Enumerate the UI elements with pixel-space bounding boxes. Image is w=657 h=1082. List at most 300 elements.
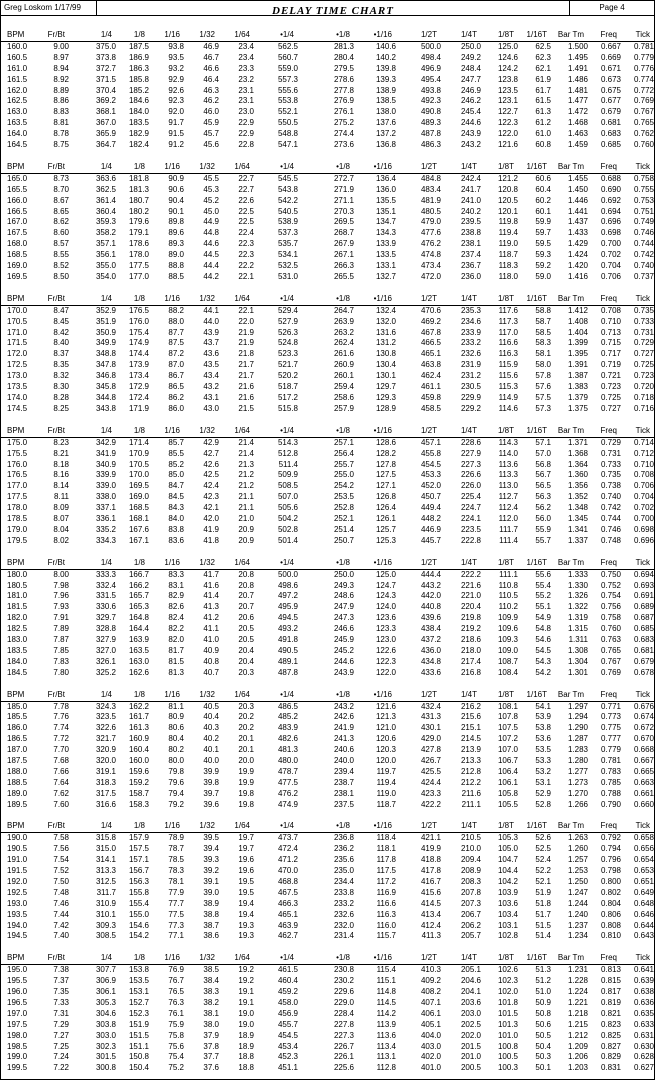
value-cell: 230.8: [333, 965, 354, 975]
bpm-cell: 191.5: [7, 866, 28, 876]
value-cell: 20.1: [238, 734, 254, 744]
value-cell: 61.5: [535, 96, 551, 106]
value-cell: 236.0: [460, 271, 481, 281]
table-row: [1, 107, 654, 118]
value-cell: 407.1: [420, 998, 441, 1008]
value-cell: 0.690: [600, 184, 621, 194]
column-header: 1/2T: [420, 821, 437, 831]
value-cell: 0.792: [600, 833, 621, 843]
value-cell: 20.9: [238, 524, 254, 534]
bpm-cell: 177.5: [7, 492, 28, 502]
value-cell: 132.7: [375, 271, 396, 281]
value-cell: 0.687: [633, 613, 654, 623]
column-header: Tick: [635, 425, 650, 435]
column-header: •1/16: [373, 557, 392, 567]
value-cell: 118.1: [376, 844, 396, 854]
bpm-cell: 168.5: [7, 250, 28, 260]
value-cell: 52.9: [535, 788, 551, 798]
value-cell: 22.7: [238, 184, 254, 194]
value-cell: 7.66: [53, 766, 69, 776]
value-cell: 54.3: [535, 656, 551, 666]
value-cell: 0.760: [633, 140, 654, 150]
value-cell: 102.3: [497, 976, 518, 986]
column-header: Freq: [600, 953, 617, 963]
value-cell: 50.3: [535, 1052, 551, 1062]
value-cell: 241.7: [460, 184, 481, 194]
value-cell: 520.2: [277, 371, 298, 381]
bpm-cell: 187.5: [7, 755, 28, 765]
value-cell: 0.628: [633, 1052, 654, 1062]
value-cell: 37.9: [203, 1030, 219, 1040]
value-cell: 219.8: [460, 613, 481, 623]
value-cell: 524.8: [277, 338, 298, 348]
value-cell: 110.5: [498, 591, 518, 601]
bpm-cell: 199.5: [7, 1063, 28, 1073]
value-cell: 210.0: [460, 844, 481, 854]
bpm-cell: 189.0: [7, 788, 28, 798]
value-cell: 87.7: [168, 327, 184, 337]
value-cell: 498.6: [277, 580, 298, 590]
value-cell: 8.37: [53, 349, 69, 359]
table-section: [1, 952, 654, 1074]
value-cell: 51.4: [535, 931, 551, 941]
value-cell: 119.0: [498, 239, 518, 249]
value-cell: 215.1: [460, 723, 481, 733]
value-cell: 228.4: [333, 1008, 354, 1018]
value-cell: 430.1: [420, 723, 441, 733]
value-cell: 248.6: [333, 591, 354, 601]
value-cell: 58.5: [535, 327, 551, 337]
value-cell: 0.681: [600, 118, 621, 128]
column-header: •1/4: [280, 425, 294, 435]
value-cell: 226.6: [460, 470, 481, 480]
value-cell: 100.8: [497, 1041, 518, 1051]
value-cell: 103.1: [497, 920, 518, 930]
table-row: [1, 877, 654, 888]
value-cell: 552.1: [277, 107, 298, 117]
value-cell: 123.6: [375, 613, 396, 623]
value-cell: 0.716: [633, 403, 654, 413]
column-header: Fr/Bt: [47, 161, 65, 171]
value-cell: 553.8: [277, 96, 298, 106]
column-header: 1/4: [100, 293, 112, 303]
value-cell: 249.2: [460, 52, 481, 62]
value-cell: 336.1: [95, 513, 116, 523]
value-cell: 88.0: [168, 316, 184, 326]
value-cell: 242.6: [333, 712, 354, 722]
value-cell: 472.4: [277, 844, 298, 854]
value-cell: 123.8: [497, 74, 518, 84]
value-cell: 21.4: [238, 448, 254, 458]
bpm-cell: 162.0: [7, 85, 28, 95]
bpm-cell: 193.0: [7, 898, 28, 908]
value-cell: 122.3: [375, 656, 396, 666]
value-cell: 532.5: [277, 261, 298, 271]
bpm-cell: 169.0: [7, 261, 28, 271]
value-cell: 42.1: [203, 503, 219, 513]
bpm-cell: 184.0: [7, 656, 28, 666]
value-cell: 218.6: [460, 634, 481, 644]
bpm-cell: 169.5: [7, 271, 28, 281]
value-cell: 203.6: [460, 998, 481, 1008]
title-cell: [97, 1, 569, 15]
column-header: 1/2T: [420, 689, 437, 699]
column-header: Bar Tm: [557, 293, 584, 303]
value-cell: 426.7: [420, 755, 441, 765]
value-cell: 1.383: [567, 382, 588, 392]
value-cell: 110.2: [498, 602, 518, 612]
value-cell: 208.9: [460, 866, 481, 876]
value-cell: 19.3: [238, 931, 254, 941]
value-cell: 335.2: [95, 524, 116, 534]
value-cell: 8.45: [53, 316, 69, 326]
value-cell: 157.9: [128, 833, 149, 843]
value-cell: 167.1: [128, 535, 149, 545]
value-cell: 244.6: [460, 118, 481, 128]
value-cell: 423.3: [420, 788, 441, 798]
value-cell: 207.3: [460, 898, 481, 908]
value-cell: 332.4: [95, 580, 116, 590]
value-cell: 233.9: [460, 327, 481, 337]
value-cell: 53.3: [535, 755, 551, 765]
column-header: 1/64: [234, 953, 250, 963]
column-header: 1/32: [199, 161, 215, 171]
value-cell: 1.441: [567, 206, 588, 216]
value-cell: 93.8: [168, 42, 184, 51]
value-cell: 41.6: [203, 580, 219, 590]
value-cell: 0.698: [600, 228, 621, 238]
value-cell: 50.1: [535, 1063, 551, 1073]
value-cell: 0.683: [633, 634, 654, 644]
value-cell: 57.3: [535, 403, 551, 413]
value-cell: 1.352: [567, 492, 588, 502]
value-cell: 0.651: [633, 877, 654, 886]
value-cell: 121.2: [497, 173, 518, 183]
title-bar: [1, 1, 654, 16]
value-cell: 328.8: [95, 624, 116, 634]
value-cell: 150.8: [128, 1052, 149, 1062]
bpm-cell: 178.5: [7, 513, 28, 523]
value-cell: 170.0: [128, 470, 149, 480]
value-cell: 216.8: [460, 667, 481, 677]
column-header: 1/16: [164, 953, 180, 963]
value-cell: 317.5: [95, 788, 116, 798]
value-cell: 181.8: [128, 173, 149, 183]
table-row: [1, 778, 654, 789]
value-cell: 75.4: [168, 1052, 184, 1062]
value-cell: 210.5: [460, 833, 481, 843]
value-cell: 86.0: [168, 403, 184, 413]
value-cell: 233.2: [333, 898, 354, 908]
value-cell: 326.1: [95, 656, 116, 666]
value-cell: 344.8: [95, 392, 116, 402]
value-cell: 37.8: [203, 1041, 219, 1051]
value-cell: 215.6: [460, 712, 481, 722]
value-cell: 153.1: [128, 987, 149, 997]
value-cell: 51.9: [535, 887, 551, 897]
value-cell: 111.7: [499, 524, 518, 534]
column-header: Fr/Bt: [47, 30, 65, 39]
value-cell: 37.6: [203, 1063, 219, 1073]
value-cell: 243.9: [460, 129, 481, 139]
value-cell: 241.3: [333, 734, 354, 744]
value-cell: 511.4: [278, 459, 298, 469]
column-header: •1/16: [373, 161, 392, 171]
value-cell: 52.2: [535, 866, 551, 876]
value-cell: 125.7: [375, 524, 396, 534]
value-cell: 7.72: [53, 734, 69, 744]
value-cell: 247.3: [333, 613, 354, 623]
value-cell: 43.2: [203, 382, 219, 392]
table-row: [1, 976, 654, 987]
value-cell: 1.468: [567, 118, 588, 128]
value-cell: 22.4: [238, 228, 254, 238]
value-cell: 1.297: [567, 701, 588, 711]
value-cell: 481.3: [277, 745, 298, 755]
column-header: •1/8: [336, 161, 350, 171]
value-cell: 240.0: [333, 755, 354, 765]
value-cell: 221.6: [460, 580, 481, 590]
column-header: 1/16T: [526, 557, 547, 567]
value-cell: 0.669: [600, 52, 621, 62]
column-header: Tick: [635, 293, 650, 303]
value-cell: 83.1: [168, 580, 184, 590]
value-cell: 39.8: [203, 777, 219, 787]
value-cell: 247.7: [460, 74, 481, 84]
value-cell: 0.742: [600, 503, 621, 513]
value-cell: 84.7: [168, 481, 184, 491]
column-header: 1/2T: [420, 557, 437, 567]
value-cell: 333.3: [95, 569, 116, 579]
value-cell: 56.0: [535, 513, 551, 523]
value-cell: 221.0: [460, 591, 481, 601]
value-cell: 1.263: [567, 833, 588, 843]
value-cell: 364.7: [95, 140, 116, 150]
value-cell: 7.98: [53, 580, 69, 590]
column-header: 1/4: [100, 30, 112, 39]
value-cell: 19.6: [238, 866, 254, 876]
value-cell: 231.2: [460, 371, 481, 381]
value-cell: 523.3: [277, 349, 298, 359]
value-cell: 273.6: [333, 140, 354, 150]
value-cell: 331.5: [95, 591, 116, 601]
value-cell: 0.719: [600, 360, 621, 370]
value-cell: 0.692: [600, 195, 621, 205]
value-cell: 122.0: [497, 129, 518, 139]
value-cell: 21.2: [238, 470, 254, 480]
bpm-cell: 179.5: [7, 535, 28, 545]
value-cell: 425.5: [420, 766, 441, 776]
value-cell: 235.0: [333, 866, 354, 876]
value-cell: 40.8: [203, 656, 219, 666]
value-cell: 8.67: [53, 195, 69, 205]
value-cell: 78.5: [168, 855, 184, 865]
value-cell: 232.6: [460, 349, 481, 359]
column-header: Fr/Bt: [47, 821, 65, 831]
value-cell: 1.375: [567, 403, 588, 413]
value-cell: 229.6: [333, 987, 354, 997]
column-header: 1/4T: [460, 821, 477, 831]
bpm-cell: 186.0: [7, 723, 28, 733]
value-cell: 19.6: [238, 855, 254, 865]
table-row: [1, 174, 654, 185]
value-cell: 0.767: [600, 656, 621, 666]
value-cell: 138.9: [375, 85, 396, 95]
value-cell: 53.6: [535, 734, 551, 744]
value-cell: 123.0: [375, 634, 396, 644]
value-cell: 369.2: [95, 96, 116, 106]
value-cell: 40.1: [203, 745, 219, 755]
value-cell: 122.0: [375, 667, 396, 677]
column-header: 1/8: [133, 953, 145, 963]
value-cell: 8.62: [53, 217, 69, 227]
value-cell: 478.7: [277, 766, 298, 776]
value-cell: 52.6: [535, 833, 551, 843]
column-header: 1/8T: [497, 425, 514, 435]
value-cell: 150.4: [128, 1063, 149, 1073]
value-cell: 1.221: [567, 998, 588, 1008]
column-header: 1/16: [164, 30, 180, 39]
bpm-cell: 189.5: [7, 799, 28, 809]
value-cell: 0.819: [600, 998, 621, 1008]
value-cell: 23.3: [238, 63, 254, 73]
value-cell: 1.234: [567, 931, 588, 941]
value-cell: 42.5: [203, 470, 219, 480]
value-cell: 241.9: [333, 723, 354, 733]
value-cell: 165.3: [128, 602, 149, 612]
column-header: 1/32: [199, 293, 215, 303]
table-row: [1, 635, 654, 646]
value-cell: 8.89: [53, 85, 69, 95]
column-header: 1/4: [100, 689, 112, 699]
value-cell: 562.5: [277, 42, 298, 51]
column-header: 1/4: [100, 953, 112, 963]
value-cell: 239.4: [333, 766, 354, 776]
value-cell: 276.1: [333, 107, 354, 117]
value-cell: 200.5: [460, 1063, 481, 1073]
value-cell: 368.1: [95, 107, 116, 117]
value-cell: 55.9: [535, 524, 551, 534]
value-cell: 0.700: [600, 239, 621, 249]
value-cell: 20.6: [238, 613, 254, 623]
value-cell: 77.9: [168, 887, 184, 897]
value-cell: 109.6: [497, 624, 518, 634]
column-header: •1/4: [280, 821, 294, 831]
value-cell: 8.00: [53, 569, 69, 579]
value-cell: 55.4: [535, 580, 551, 590]
value-cell: 39.5: [203, 833, 219, 843]
value-cell: 21.9: [238, 338, 254, 348]
value-cell: 38.6: [203, 931, 219, 941]
column-header: 1/2T: [420, 953, 437, 963]
bpm-cell: 197.5: [7, 1019, 28, 1029]
value-cell: 0.798: [600, 866, 621, 876]
value-cell: 50.4: [535, 1041, 551, 1051]
value-cell: 339.9: [95, 470, 116, 480]
value-cell: 225.6: [333, 1063, 354, 1073]
value-cell: 560.7: [277, 52, 298, 62]
value-cell: 116.6: [498, 338, 518, 348]
value-cell: 117.6: [498, 305, 518, 315]
value-cell: 107.2: [497, 734, 518, 744]
column-header: 1/64: [234, 30, 250, 39]
value-cell: 375.0: [95, 42, 116, 51]
column-header: 1/8: [133, 557, 145, 567]
value-cell: 0.738: [600, 481, 621, 491]
value-cell: 39.2: [203, 866, 219, 876]
value-cell: 54.8: [535, 624, 551, 634]
value-cell: 269.5: [333, 217, 354, 227]
column-header: •1/4: [280, 293, 294, 303]
value-cell: 8.09: [53, 503, 69, 513]
value-cell: 1.399: [567, 338, 588, 348]
value-cell: 242.4: [460, 173, 481, 183]
value-cell: 8.94: [53, 63, 69, 73]
value-cell: 0.748: [600, 535, 621, 545]
value-cell: 77.7: [168, 898, 184, 908]
value-cell: 217.4: [460, 656, 481, 666]
column-header: 1/2T: [420, 30, 437, 39]
value-cell: 22.6: [238, 195, 254, 205]
page-number: Page 4: [569, 1, 654, 15]
value-cell: 0.643: [633, 931, 654, 941]
value-cell: 1.273: [567, 777, 588, 787]
value-cell: 555.6: [277, 85, 298, 95]
value-cell: 21.7: [238, 371, 254, 381]
value-cell: 121.0: [375, 723, 396, 733]
value-cell: 362.5: [95, 184, 116, 194]
value-cell: 101.5: [497, 1008, 518, 1018]
value-cell: 279.5: [333, 63, 354, 73]
value-cell: 81.1: [168, 701, 184, 711]
value-cell: 256.4: [333, 448, 354, 458]
column-header-row: [1, 161, 654, 174]
value-cell: 51.8: [535, 898, 551, 908]
value-cell: 133.1: [375, 261, 396, 271]
value-cell: 50.8: [535, 1008, 551, 1018]
value-cell: 0.633: [633, 1019, 654, 1029]
value-cell: 463.8: [420, 360, 441, 370]
value-cell: 208.3: [460, 877, 481, 886]
value-cell: 0.773: [600, 712, 621, 722]
value-cell: 7.40: [53, 931, 69, 941]
value-cell: 163.9: [128, 634, 149, 644]
value-cell: 19.7: [238, 844, 254, 854]
value-cell: 501.4: [277, 535, 298, 545]
value-cell: 262.4: [333, 338, 354, 348]
value-cell: 156.3: [128, 877, 149, 886]
value-cell: 92.0: [168, 107, 184, 117]
value-cell: 42.0: [203, 513, 219, 523]
value-cell: 494.5: [277, 613, 298, 623]
value-cell: 123.3: [375, 624, 396, 634]
value-cell: 161.7: [128, 712, 149, 722]
value-cell: 19.2: [238, 965, 254, 975]
value-cell: 245.4: [460, 107, 481, 117]
value-cell: 308.5: [95, 931, 116, 941]
value-cell: 131.2: [375, 338, 396, 348]
value-cell: 0.712: [633, 448, 654, 458]
value-cell: 473.7: [277, 833, 298, 843]
value-cell: 126.8: [375, 492, 396, 502]
value-cell: 166.2: [128, 580, 149, 590]
value-cell: 20.8: [238, 580, 254, 590]
value-cell: 267.9: [333, 239, 354, 249]
value-cell: 110.8: [498, 580, 518, 590]
value-cell: 231.4: [333, 931, 354, 941]
value-cell: 134.7: [375, 217, 396, 227]
value-cell: 115.3: [498, 382, 518, 392]
